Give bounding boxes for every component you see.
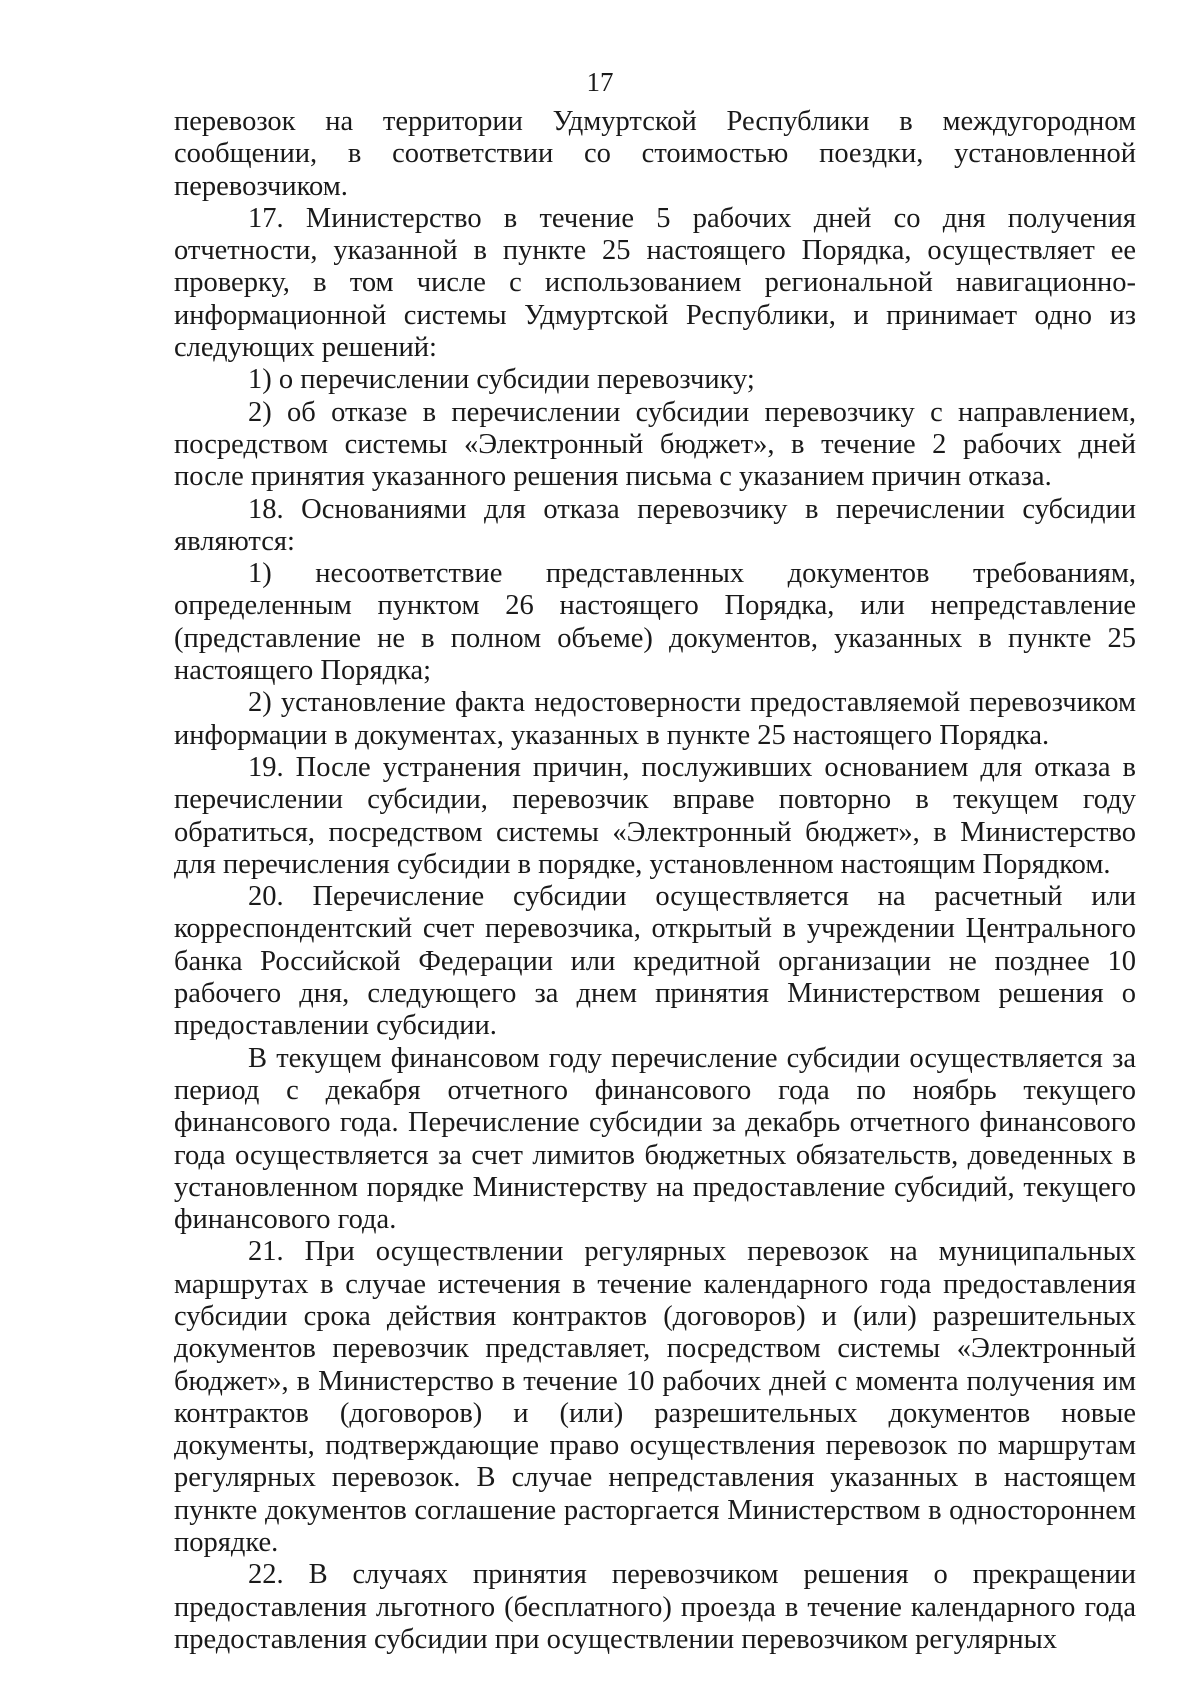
paragraph-clause-18-item-2: 2) установление факта недостоверности предоставляемой перевозчиком информации в документах, указанных в пункте 25 настоящего Порядка.: [174, 687, 1136, 751]
paragraph-clause-21: 21. При осуществлении регулярных перевозок на муниципальных маршрутах в случае истечения в течение календарного года предоставления субсидии срока действия контрактов (договоров) и (или) разрешительных документов перевозчик представляет, посредством системы «Электронный бюджет», в Министерство в течение 10 рабочих дней с момента получения им контрактов (договоров) и (или) разрешительных документов новые документы, подтверждающие право осуществления перевозок по маршрутам регулярных перевозок. В случае непредставления указанных в настоящем пункте документов соглашение расторгается Министерством в одностороннем порядке.: [174, 1236, 1136, 1559]
paragraph-clause-19: 19. После устранения причин, послуживших основанием для отказа в перечислении субсидии, перевозчик вправе повторно в текущем году обратиться, посредством системы «Электронный бюджет», в Министерство для перечисления субсидии в порядке, установленном настоящим Порядком.: [174, 751, 1136, 880]
paragraph-clause-18-item-1: 1) несоответствие представленных документов требованиям, определенным пунктом 26 настоящего Порядка, или непредставление (представление не в полном объеме) документов, указанных в пункте 25 настоящего Порядка;: [174, 558, 1136, 687]
paragraph-clause-18: 18. Основаниями для отказа перевозчику в перечислении субсидии являются:: [174, 493, 1136, 557]
paragraph-clause-22: 22. В случаях принятия перевозчиком решения о прекращении предоставления льготного (бесплатного) проезда в течение календарного года предоставления субсидии при осуществлении перевозчиком регулярных: [174, 1559, 1136, 1655]
paragraph-clause-17-item-1: 1) о перечислении субсидии перевозчику;: [248, 364, 755, 396]
document-body: [174, 106, 1136, 1656]
paragraph-clause-17-item-2: 2) об отказе в перечислении субсидии перевозчику с направлением, посредством системы «Электронный бюджет», в течение 2 рабочих дней после принятия указанного решения письма с указанием причин отказа.: [174, 396, 1136, 493]
paragraph-clause-20: 20. Перечисление субсидии осуществляется на расчетный или корреспондентский счет перевозчика, открытый в учреждении Центрального банка Российской Федерации или кредитной организации не позднее 10 рабочего дня, следующего за днем принятия Министерством решения о предоставлении субсидии.: [174, 881, 1136, 1042]
paragraph-clause-17: 17. Министерство в течение 5 рабочих дней со дня получения отчетности, указанной в пункте 25 настоящего Порядка, осуществляет ее проверку, в том числе с использованием региональной навигационно-информационной системы Удмуртской Республики, и принимает одно из следующих решений:: [174, 202, 1136, 364]
paragraph-continuation: перевозок на территории Удмуртской Республики в междугородном сообщении, в соответствии со стоимостью поездки, установленной перевозчиком.: [174, 106, 1136, 202]
page-number: 17: [586, 67, 614, 97]
paragraph-clause-20-part-2: В текущем финансовом году перечисление субсидии осуществляется за период с декабря отчетного финансового года по ноябрь текущего финансового года. Перечисление субсидии за декабрь отчетного финансового года осуществляется за счет лимитов бюджетных обязательств, доведенных в установленном порядке Министерству на предоставление субсидий, текущего финансового года.: [174, 1042, 1136, 1236]
